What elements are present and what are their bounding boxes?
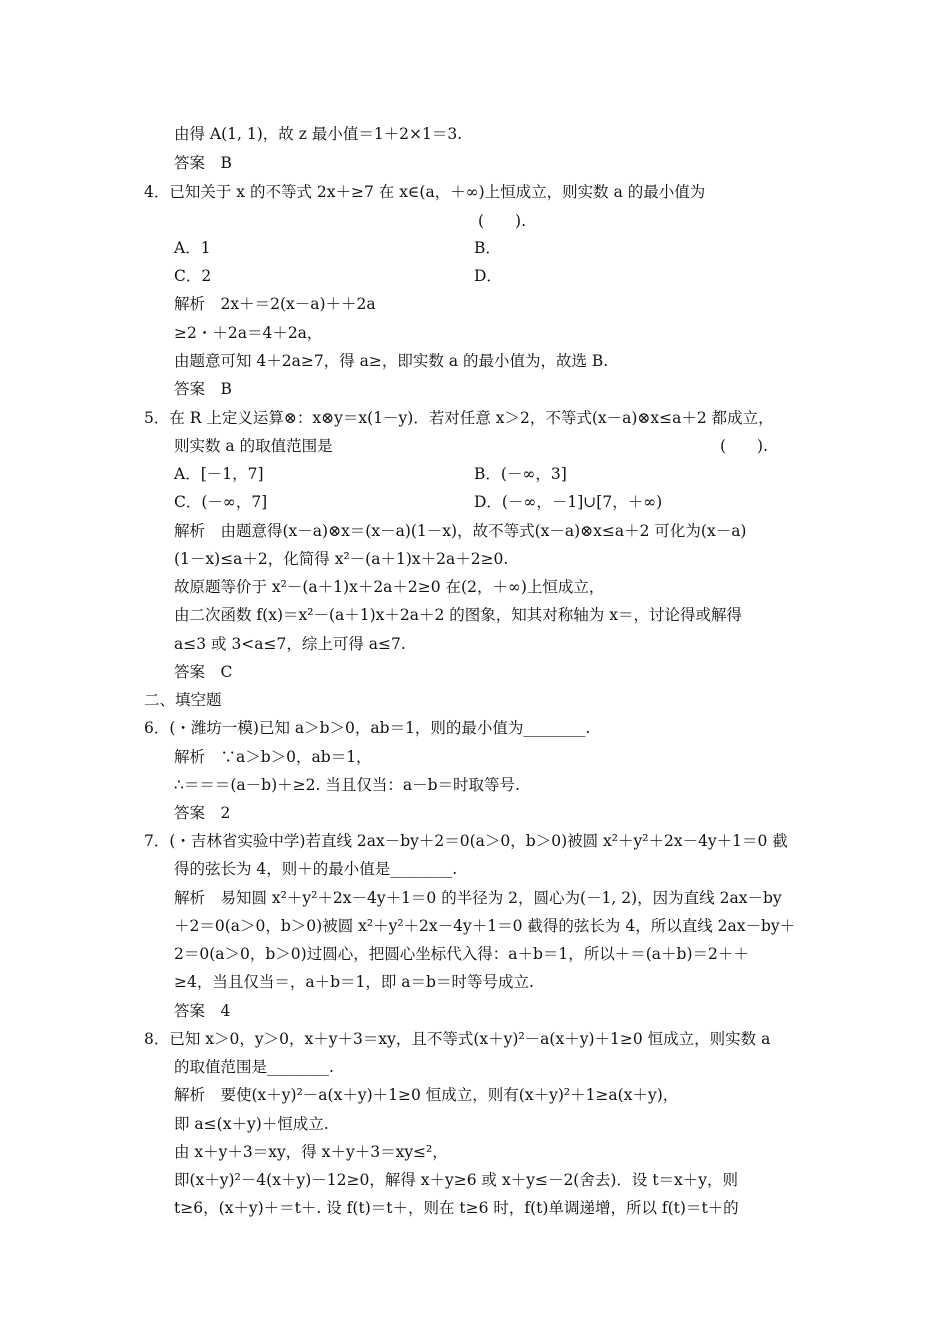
text-line: 由 x＋y＋3＝xy，得 x＋y＋3＝xy≤²， [174,1143,448,1161]
text-line: 2＝0(a＞0，b＞0)过圆心，把圆心坐标代入得：a＋b＝1，所以＋＝(a＋b)＝2＋＋ [174,945,749,963]
text-line: 解析 要使(x＋y)²－a(x＋y)＋1≥0 恒成立，则有(x＋y)²＋1≥a(x＋y)， [174,1086,679,1104]
text-line: D． [474,267,502,285]
text-line: 解析 2x＋＝2(x－a)＋＋2a [174,295,376,313]
text-line: ＋2＝0(a＞0，b＞0)被圆 x²＋y²＋2x－4y＋1＝0 截得的弦长为 4，所以直线 2ax－by＋ [174,917,796,935]
text-line: 得的弦长为 4，则＋的最小值是________. [174,860,458,878]
text-line: 的取值范围是________. [174,1058,334,1076]
text-line: 解析 ∵a＞b＞0，ab＝1， [174,748,372,766]
text-line: 答案 4 [174,1002,231,1020]
text-line: B．(－∞，3] [474,465,567,483]
text-line: 故原题等价于 x²－(a＋1)x＋2a＋2≥0 在(2，＋∞)上恒成立， [174,578,605,596]
text-line: 8．已知 x＞0，y＞0，x＋y＋3＝xy，且不等式(x＋y)²－a(x＋y)＋1≥0 恒成立，则实数 a [144,1030,771,1048]
text-line: 由得 A(1, 1)，故 z 最小值＝1＋2×1＝3. [174,125,463,143]
text-line: B． [474,239,501,257]
text-line: 即 a≤(x＋y)＋恒成立. [174,1115,329,1133]
text-line: C．2 [174,267,212,285]
text-line: 即(x＋y)²－4(x＋y)－12≥0，解得 x＋y≥6 或 x＋y≤－2(舍去)．设 t＝x＋y，则 [174,1171,739,1189]
text-line: 解析 易知圆 x²＋y²＋2x－4y＋1＝0 的半径为 2，圆心为(－1, 2)，因为直线 2ax－by [174,889,782,907]
text-line: 解析 由题意得(x－a)⊗x＝(x－a)(1－x)，故不等式(x－a)⊗x≤a＋2 可化为(x－a) [174,522,747,540]
text-line: 由二次函数 f(x)＝x²－(a＋1)x＋2a＋2 的图象，知其对称轴为 x＝，讨论得或解得 [174,606,742,624]
text-line: ( ). [720,437,769,455]
text-line: 答案 B [174,380,232,398]
text-line: 答案 B [174,154,232,172]
text-line: ∴＝＝＝(a－b)＋≥2. 当且仅当：a－b＝时取等号. [174,776,520,794]
text-line: 4．已知关于 x 的不等式 2x＋≥7 在 x∈(a，＋∞)上恒成立，则实数 a 的最小值为 [144,183,706,201]
text-line: 二、填空题 [144,691,222,709]
text-line: 由题意可知 4＋2a≥7，得 a≥，即实数 a 的最小值为，故选 B. [174,352,609,370]
text-line: a≤3 或 3<a≤7，综上可得 a≤7. [174,635,406,653]
text-line: D．(－∞，－1]∪[7，＋∞) [474,493,663,511]
text-line: 答案 C [174,663,233,681]
text-line: t≥6，(x＋y)＋＝t＋. 设 f(t)＝t＋，则在 t≥6 时，f(t)单调递增，所以 f(t)＝t＋的 [174,1199,739,1217]
text-line: ( ). [478,212,527,230]
text-line: 6．(・潍坊一模)已知 a＞b＞0，ab＝1，则的最小值为________. [144,719,591,737]
text-line: A．[－1，7] [174,465,264,483]
text-line: 则实数 a 的取值范围是 [174,437,333,455]
text-line: C．(－∞，7] [174,493,268,511]
text-line: 7．(・吉林省实验中学)若直线 2ax－by＋2＝0(a＞0，b＞0)被圆 x²＋y²＋2x－4y＋1＝0 截 [144,832,788,850]
text-line: ≥4，当且仅当＝，a＋b＝1，即 a＝b＝时等号成立. [174,973,534,991]
text-line: 答案 2 [174,804,231,822]
text-line: (1－x)≤a＋2，化简得 x²－(a＋1)x＋2a＋2≥0. [174,550,509,568]
text-line: A．1 [174,239,211,257]
text-line: 5．在 R 上定义运算⊗：x⊗y＝x(1－y)．若对任意 x＞2，不等式(x－a)⊗x≤a＋2 都成立， [144,409,774,427]
text-line: ≥2・＋2a＝4＋2a， [174,324,323,342]
